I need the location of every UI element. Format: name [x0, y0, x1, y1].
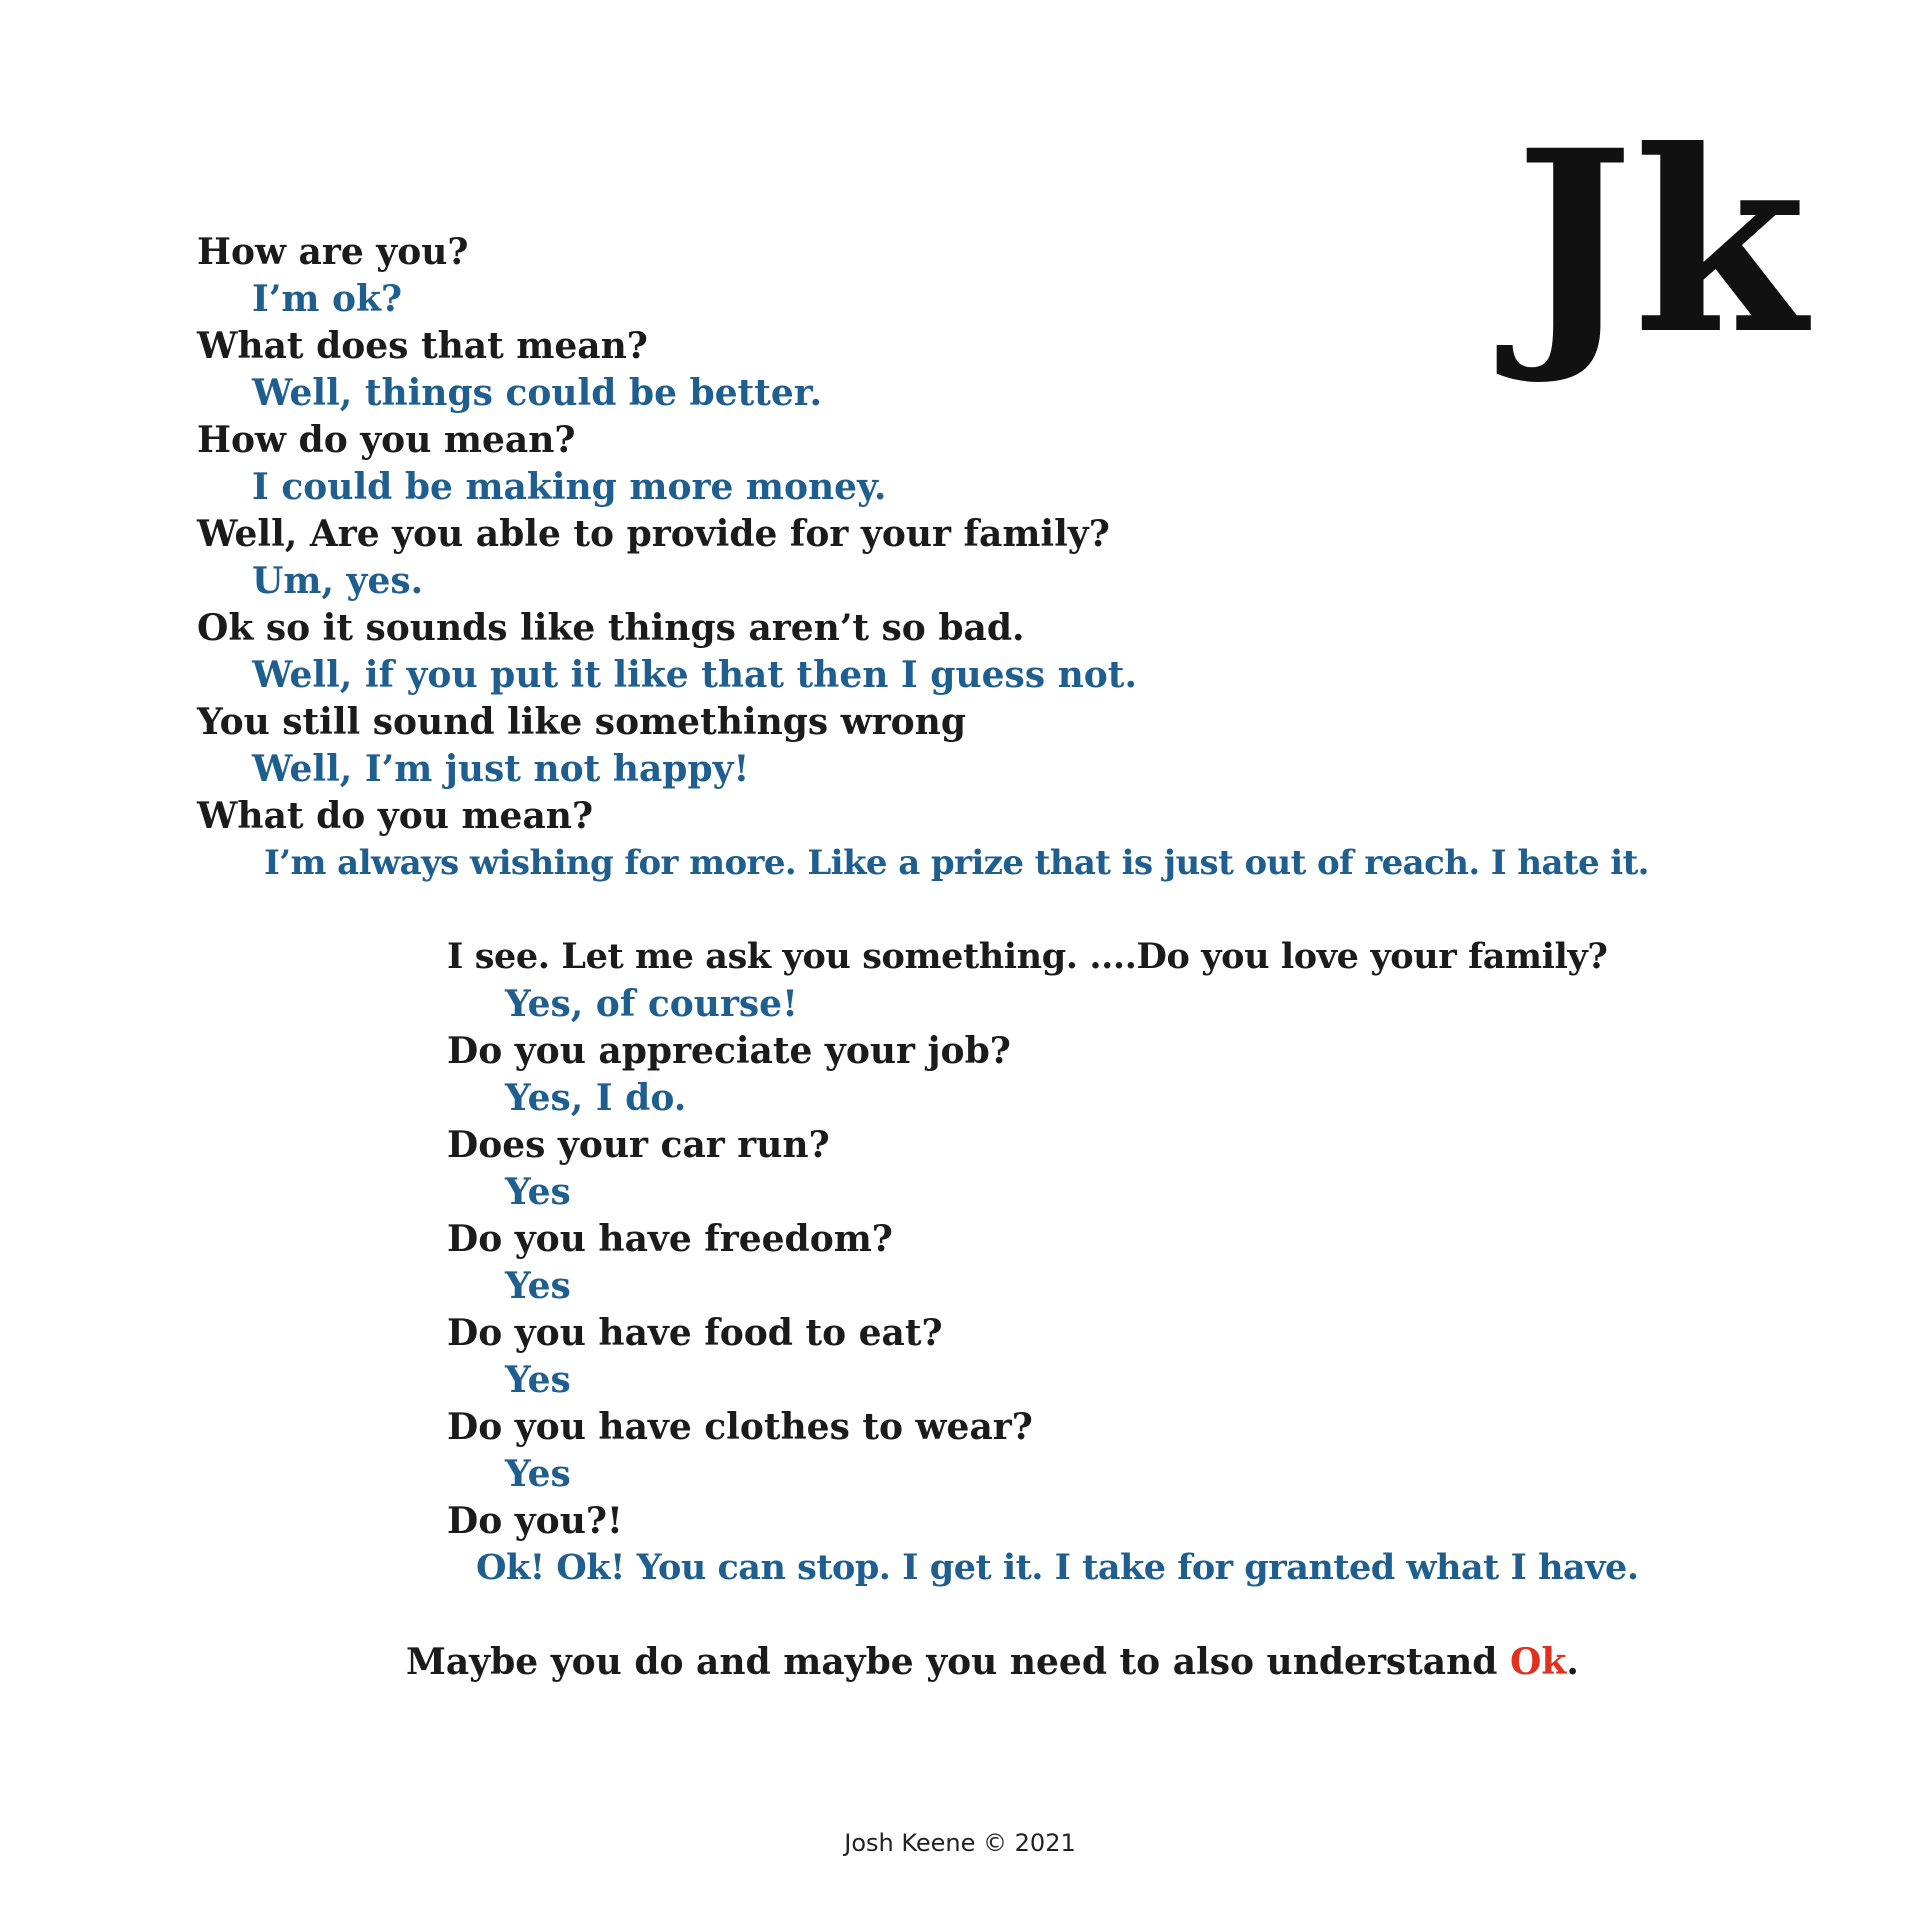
line-question: Do you?!	[447, 1500, 623, 1542]
line-answer: Yes	[505, 1171, 571, 1213]
closing-prefix: Maybe you do and maybe you need to also understand	[406, 1641, 1511, 1683]
jk-logo-text: Jk	[1515, 95, 1807, 389]
line-question: What do you mean?	[197, 795, 594, 837]
closing-line	[406, 1640, 1579, 1684]
line-answer: Yes	[505, 1453, 571, 1495]
copyright-footer: Josh Keene © 2021	[844, 1829, 1076, 1857]
line-question: How do you mean?	[197, 419, 576, 461]
line-answer: I’m always wishing for more. Like a prize that is just out of reach. I hate it.	[264, 843, 1649, 883]
closing-accent-ok: Ok	[1510, 1641, 1567, 1683]
line-answer: I could be making more money.	[252, 466, 887, 508]
jk-logo-icon	[1515, 95, 1807, 389]
line-answer: Well, things could be better.	[252, 372, 822, 414]
line-answer: Yes, I do.	[505, 1077, 687, 1119]
line-question: Ok so it sounds like things aren’t so bad.	[197, 607, 1025, 649]
line-answer: I’m ok?	[252, 278, 403, 320]
line-question: Does your car run?	[447, 1124, 830, 1166]
line-question: You still sound like somethings wrong	[197, 701, 967, 743]
line-answer: Yes, of course!	[505, 983, 798, 1025]
line-question: Do you appreciate your job?	[447, 1030, 1011, 1072]
line-question: How are you?	[197, 231, 469, 273]
line-question: Do you have freedom?	[447, 1218, 893, 1260]
line-question: I see. Let me ask you something. ....Do you love your family?	[447, 936, 1608, 977]
line-question: Do you have food to eat?	[447, 1312, 943, 1354]
line-answer: Ok! Ok! You can stop. I get it. I take for granted what I have.	[476, 1547, 1639, 1588]
line-question: Do you have clothes to wear?	[447, 1406, 1033, 1448]
line-question: What does that mean?	[197, 325, 648, 367]
line-answer: Yes	[505, 1265, 571, 1307]
line-answer: Um, yes.	[252, 560, 424, 602]
line-answer: Well, if you put it like that then I guess not.	[252, 654, 1137, 696]
line-answer: Well, I’m just not happy!	[252, 748, 750, 790]
line-question: Well, Are you able to provide for your family?	[197, 513, 1110, 555]
jk-logo	[1515, 95, 1807, 389]
closing-suffix: .	[1566, 1641, 1579, 1683]
line-answer: Yes	[505, 1359, 571, 1401]
